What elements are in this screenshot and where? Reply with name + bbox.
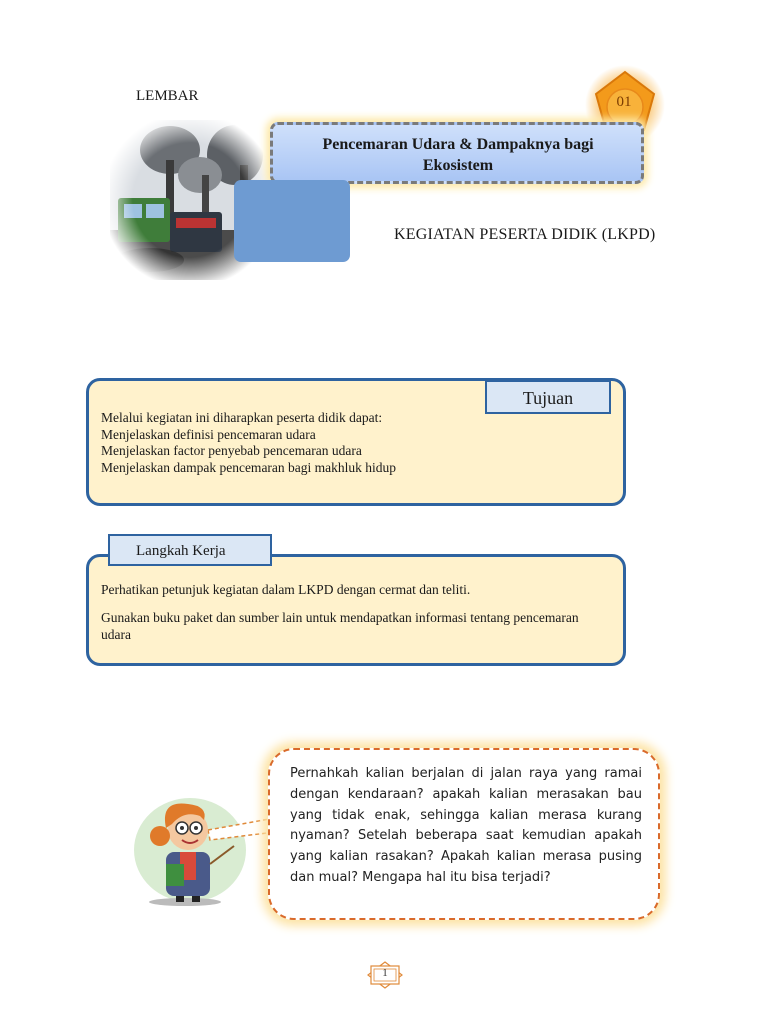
decorative-square: [234, 180, 350, 262]
sheet-title: Pencemaran Udara & Dampaknya bagi Ekosistem: [322, 136, 594, 174]
page-number: 1: [382, 967, 388, 979]
tujuan-line: Menjelaskan factor penyebab pencemaran udara: [101, 443, 362, 458]
speech-bubble-text: Pernahkah kalian berjalan di jalan raya yang ramai dengan kendaraan? apakah kalian merasakan bau yang tidak enak, sehingga kalian merasa kurang nyaman? Setelah beberapa saat kemudian apakah yang kalian rasakan? Apakah kalian merasa pusing dan mual? Mengapa hal itu bisa terjadi?: [290, 766, 642, 885]
sheet-label: LEMBAR: [136, 88, 199, 104]
langkah-step: Gunakan buku paket dan sumber lain untuk mendapatkan informasi tentang pencemaran udara: [101, 610, 579, 642]
tujuan-list: [101, 410, 581, 476]
tujuan-line: Melalui kegiatan ini diharapkan peserta didik dapat:: [101, 410, 383, 425]
langkah-step: Perhatikan petunjuk kegiatan dalam LKPD dengan cermat dan teliti.: [101, 582, 471, 597]
tujuan-line: Menjelaskan dampak pencemaran bagi makhluk hidup: [101, 459, 397, 475]
tujuan-line: Menjelaskan definisi pencemaran udara: [101, 426, 316, 442]
sheet-number: 01: [616, 94, 632, 110]
langkah-tab: Langkah Kerja: [108, 534, 272, 566]
teacher-illustration: [130, 790, 280, 910]
tujuan-tab: Tujuan: [485, 380, 611, 414]
sheet-subtitle: KEGIATAN PESERTA DIDIK (LKPD): [394, 226, 656, 243]
